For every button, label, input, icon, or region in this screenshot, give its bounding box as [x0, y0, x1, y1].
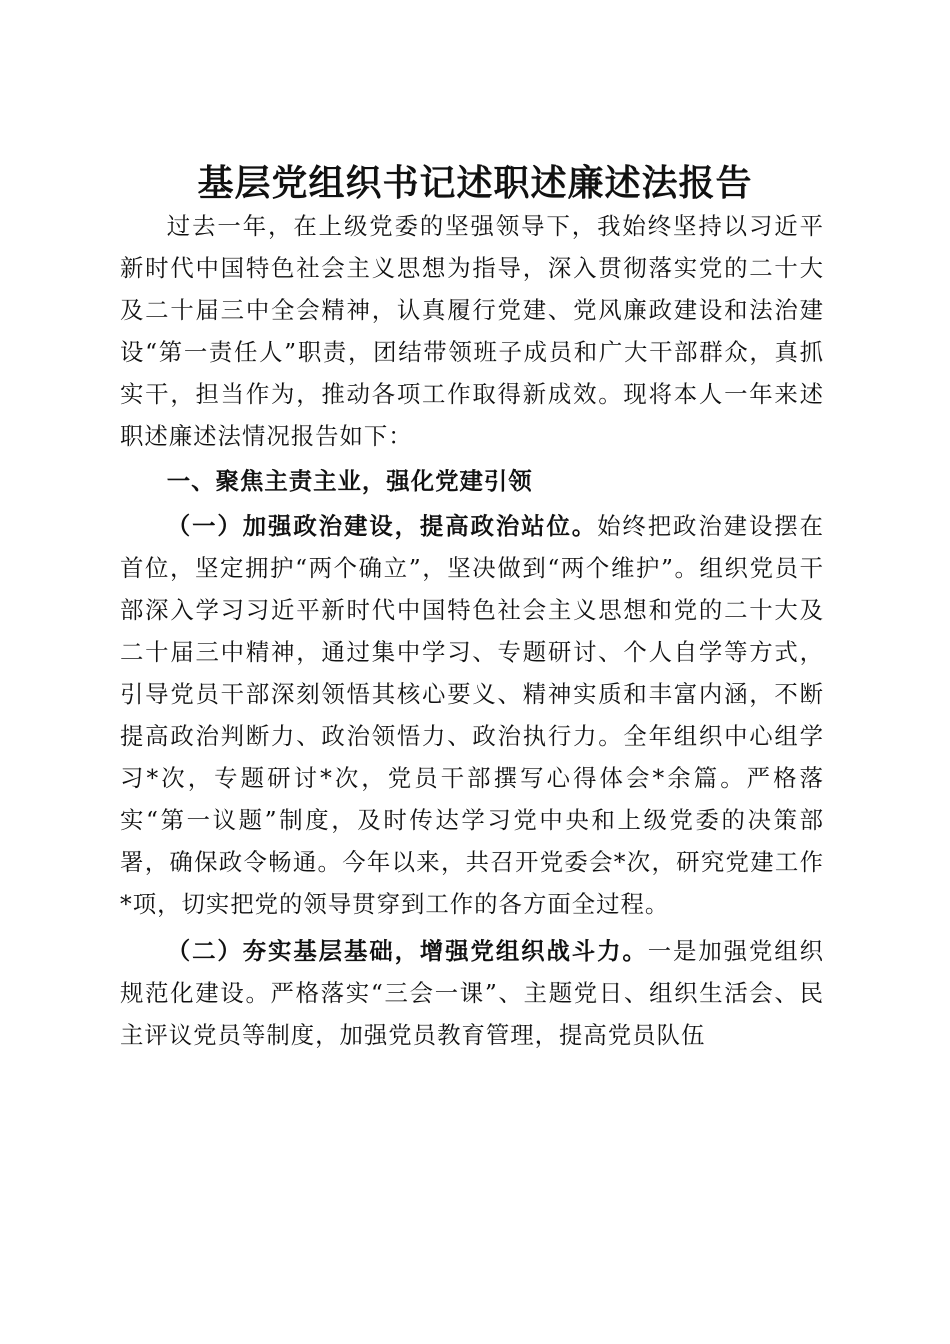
subsection-paragraph-2 [120, 930, 824, 1056]
page-title: 基层党组织书记述职述廉述法报告 [197, 162, 753, 205]
subsection-text-2: 一是加强党组织规范化建设。严格落实“三会一课”、主题党日、组织生活会、民主评议党员等制度，加强党员教育管理，提高党员队伍 [120, 937, 824, 1049]
subsection-heading-2: （二）夯实基层基础，增强党组织战斗力。 [166, 937, 648, 965]
subsection-heading-1: （一）加强政治建设，提高政治站位。 [166, 512, 598, 540]
subsection-paragraph-1 [120, 505, 824, 925]
subsection-text-1: 始终把政治建设摆在首位，坚定拥护“两个确立”，坚决做到“两个维护”。组织党员干部深入学习习近平新时代中国特色社会主义思想和党的二十大及二十届三中精神，通过集中学习、专题研讨、个人自学等方式，引导党员干部深刻领悟其核心要义、精神实质和丰富内涵，不断提高政治判断力、政治领悟力、政治执行力。全年组织中心组学习*次，专题研讨*次，党员干部撰写心得体会*余篇。严格落实“第一议题”制度，及时传达学习党中央和上级党委的决策部署，确保政令畅通。今年以来，共召开党委会*次，研究党建工作*项，切实把党的领导贯穿到工作的各方面全过程。 [120, 512, 824, 918]
intro-paragraph: 过去一年，在上级党委的坚强领导下，我始终坚持以习近平新时代中国特色社会主义思想为指导，深入贯彻落实党的二十大及二十届三中全会精神，认真履行党建、党风廉政建设和法治建设“第一责任人”职责，团结带领班子成员和广大干部群众，真抓实干，担当作为，推动各项工作取得新成效。现将本人一年来述职述廉述法情况报告如下： [120, 212, 824, 450]
section-heading: 一、聚焦主责主业，强化党建引领 [166, 467, 533, 495]
document-body [120, 205, 824, 1056]
